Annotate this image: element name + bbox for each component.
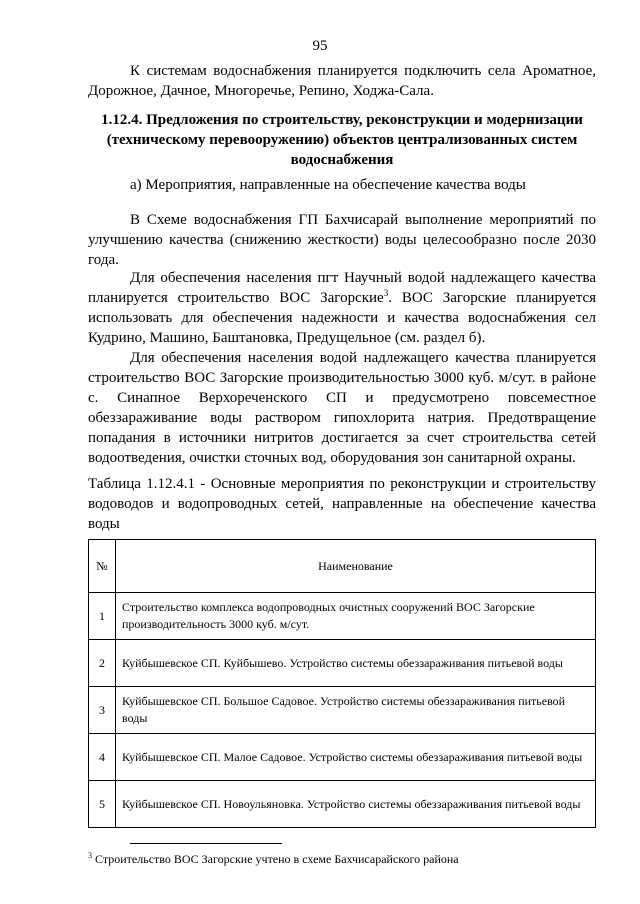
paragraph-1: В Схеме водоснабжения ГП Бахчисарай выполнение мероприятий по улучшению качества (снижению жесткости) воды целесообразно после 2030 года. — [88, 212, 596, 268]
row-number: 5 — [89, 781, 116, 828]
row-name: Куйбышевское СП. Новоульяновка. Устройство системы обеззараживания питьевой воды — [116, 781, 596, 828]
row-name: Куйбышевское СП. Малое Садовое. Устройство системы обеззараживания питьевой воды — [116, 734, 596, 781]
table-row — [89, 734, 596, 781]
row-number: 2 — [89, 640, 116, 687]
footnote-mark: 3 — [88, 851, 92, 860]
table-caption: Таблица 1.12.4.1 - Основные мероприятия по реконструкции и строительству водоводов и водопроводных сетей, направленные на обеспечение качества воды — [88, 476, 596, 532]
paragraph-3: Для обеспечения населения водой надлежащего качества планируется строительство ВОС Загорские производительностью 3000 куб. м/сут. в районе с. Синапное Верхореченского СП и предусмотрено повсеместное обеззараживание воды раствором гипохлорита натрия. Предотвращение попадания в источники нитритов достигается за счет строительства сетей водоотведения, очистки сточных вод, оборудования зон санитарной охраны. — [88, 350, 596, 466]
page-number: 95 — [312, 38, 328, 54]
table-row — [89, 593, 596, 640]
header-name: Наименование — [116, 540, 596, 593]
row-number: 4 — [89, 734, 116, 781]
intro-paragraph: К системам водоснабжения планируется подключить села Ароматное, Дорожное, Дачное, Многоречье, Репино, Ходжа-Сала. — [88, 63, 596, 99]
row-number: 1 — [89, 593, 116, 640]
row-name: Куйбышевское СП. Куйбышево. Устройство системы обеззараживания питьевой воды — [116, 640, 596, 687]
table-row — [89, 687, 596, 734]
measures-table — [88, 539, 596, 828]
footnote — [88, 851, 459, 867]
footnote-reference: 3 — [383, 288, 389, 298]
table-row — [89, 781, 596, 828]
footnote-text: Строительство ВОС Загорские учтено в схеме Бахчисарайского района — [95, 852, 459, 866]
table-header-row — [89, 540, 596, 593]
section-heading: 1.12.4. Предложения по строительству, реконструкции и модернизации (техническому перевооружению) объектов централизованных систем водоснабжения — [101, 112, 583, 168]
footnote-separator — [130, 843, 282, 844]
subsection-title: а) Мероприятия, направленные на обеспечение качества воды — [130, 177, 526, 193]
header-number: № — [89, 540, 116, 593]
row-name: Строительство комплекса водопроводных очистных сооружений ВОС Загорские производительность 3000 куб. м/сут. — [116, 593, 596, 640]
row-name: Куйбышевское СП. Большое Садовое. Устройство системы обеззараживания питьевой воды — [116, 687, 596, 734]
paragraph-2-part-a: Для обеспечения населения пгт Научный водой надлежащего качества планируется строительство ВОС Загорские — [88, 270, 596, 306]
row-number: 3 — [89, 687, 116, 734]
paragraph-2 — [88, 268, 596, 348]
paragraph-2-part-b: . ВОС Загорские планируется использовать для обеспечения надежности и качества водоснабжения сел Кудрино, Машино, Баштановка, Предущельное (см. раздел б). — [88, 290, 596, 346]
table-row — [89, 640, 596, 687]
